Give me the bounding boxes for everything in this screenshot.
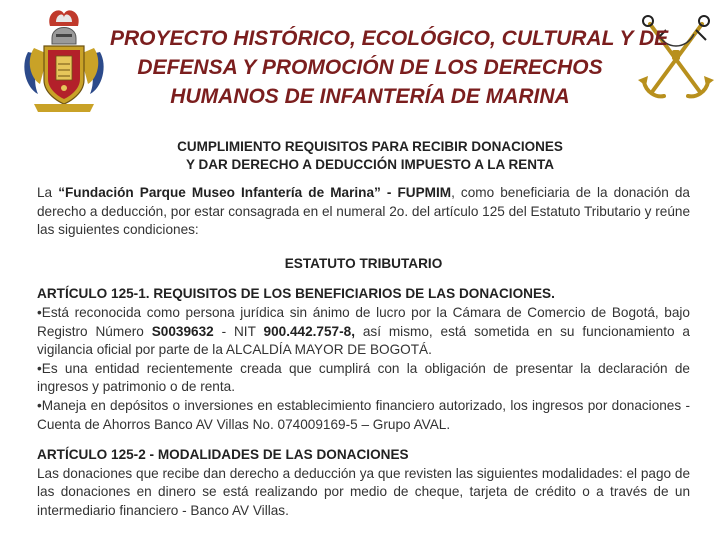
bullet-1-text-b: - NIT [213, 323, 264, 339]
bullet-1-text-c: así mismo, está sometida en su funcionamiento a vigilancia oficial por parte de la ALCALDÍA MAYOR DE BOGOTÁ. [37, 323, 690, 358]
title-line-2: DEFENSA Y PROMOCIÓN DE LOS DERECHOS [137, 56, 603, 79]
document-body [37, 184, 690, 521]
article-1-title: ARTÍCULO 125-1. REQUISITOS DE LOS BENEFICIARIOS DE LAS DONACIONES. [37, 286, 555, 302]
article-2-title: ARTÍCULO 125-2 - MODALIDADES DE LAS DONACIONES [37, 447, 409, 463]
statute-title: ESTATUTO TRIBUTARIO [284, 255, 443, 271]
coat-of-arms-icon [20, 4, 108, 116]
article-1-bullet-1 [37, 304, 690, 360]
crossed-anchors-icon [636, 10, 716, 110]
nit-number: 900.442.757-8, [263, 323, 355, 339]
article-1-bullet-2: •Es una entidad recientemente creada que cumplirá con la obligación de presentar la declaración de ingresos y patrimonio o de renta. [37, 360, 690, 395]
subheading-line-2: Y DAR DERECHO A DEDUCCIÓN IMPUESTO A LA RENTA [185, 157, 555, 172]
bullet-1-text-a: •Está reconocida como persona jurídica sin ánimo de lucro por la Cámara de Comercio de Bogotá, bajo Registro Número [37, 304, 690, 339]
entity-name: “Fundación Parque Museo Infantería de Marina” - FUPMIM [58, 185, 452, 200]
subheading [120, 138, 620, 174]
title-line-3: HUMANOS DE INFANTERÍA DE MARINA [170, 85, 570, 108]
subheading-line-1: CUMPLIMIENTO REQUISITOS PARA RECIBIR DONACIONES [177, 139, 563, 154]
article-2-text: Las donaciones que recibe dan derecho a deducción ya que revisten las siguientes modalidades: el pago de las donaciones en dinero se está realizando por medio de cheque, tarjeta de crédito o a través de un intermediario financiero - Banco AV Villas. [37, 465, 690, 518]
intro-paragraph [37, 184, 690, 240]
intro-rest: , como beneficiaria de la donación da derecho a deducción, por estar consagrada en el numeral 2o. del artículo 125 del Estatuto Tributario y reúne las siguientes condiciones: [37, 185, 690, 238]
page-title [110, 24, 669, 111]
intro-prefix: La [37, 185, 59, 200]
article-1-bullet-3: •Maneja en depósitos o inversiones en establecimiento financiero autorizado, los ingresos por donaciones - Cuenta de Ahorros Banco AV Villas No. 074009169-5 – Grupo AVAL. [37, 397, 690, 432]
title-line-1: PROYECTO HISTÓRICO, ECOLÓGICO, CULTURAL Y DE [110, 27, 669, 50]
registro-number: S0039632 [151, 323, 214, 339]
